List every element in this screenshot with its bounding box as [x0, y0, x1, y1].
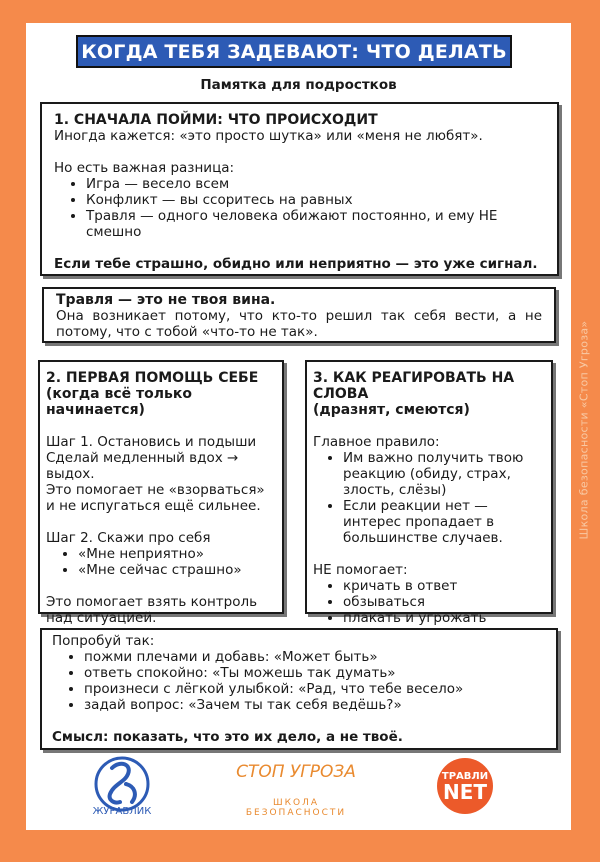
title-banner — [76, 35, 512, 68]
section-react-words — [305, 360, 553, 626]
not-your-fault-note — [42, 287, 556, 343]
stop-logo-text: СТОП УГРОЗА — [236, 762, 356, 782]
net-logo — [437, 758, 493, 814]
list-item: • «Мне неприятно» — [78, 546, 276, 562]
section-react-subheading: (дразнят, смеются) — [313, 402, 470, 418]
crane-logo-text: ЖУРАВЛИК — [92, 806, 152, 817]
meaning-text: Смысл: показать, что это их дело, а не твоё. — [52, 729, 403, 745]
note-heading: Травля — это не твоя вина. — [56, 292, 276, 308]
section-try-this — [40, 628, 558, 750]
list-item: • кричать в ответ — [343, 578, 545, 594]
section-first-aid-subheading: (когда всё только начинается) — [46, 386, 192, 418]
section-understand-heading: 1. СНАЧАЛА ПОЙМИ: ЧТО ПРОИСХОДИТ — [54, 112, 378, 128]
side-caption — [573, 30, 595, 830]
page-subtitle: Памятка для подростков — [200, 77, 397, 93]
step2-title: Шаг 2. Скажи про себя — [46, 530, 211, 546]
list-item: • «Мне сейчас страшно» — [78, 562, 276, 578]
step1-detail: Сделай медленный вдох → выдох. — [46, 450, 239, 482]
step1-title: Шаг 1. Остановись и подыши — [46, 434, 257, 450]
list-item: • обзываться — [343, 594, 545, 610]
side-caption-text: Школа безопасности «Стоп Угроза» — [577, 320, 591, 540]
section-react-heading: 3. КАК РЕАГИРОВАТЬ НА СЛОВА — [313, 370, 515, 402]
list-item: • Если реакции нет — интерес пропадает в большинстве случаев. — [343, 498, 545, 546]
signal-text: Если тебе страшно, обидно или неприятно — это уже сигнал. — [54, 256, 538, 272]
list-item: • произнеси с лёгкой улыбкой: «Рад, что тебе весело» — [84, 681, 546, 697]
list-item: • Им важно получить твою реакцию (обиду, страх, злость, слёзы) — [343, 450, 545, 498]
rules-list — [313, 450, 545, 546]
first-aid-conclusion: Это помогает взять контроль над ситуацией. — [46, 594, 258, 626]
page-title: КОГДА ТЕБЯ ЗАДЕВАЮТ: ЧТО ДЕЛАТЬ — [81, 40, 507, 63]
list-item: • задай вопрос: «Зачем ты так себя ведёшь?» — [84, 697, 546, 713]
section-understand-intro: Иногда кажется: «это просто шутка» или «меня не любят». — [54, 128, 483, 144]
list-item: • Игра — весело всем — [86, 176, 545, 192]
section-understand — [40, 102, 559, 276]
try-this-list — [52, 649, 546, 713]
stop-logo-subtext: ШКОЛА БЕЗОПАСНОСТИ — [245, 798, 347, 818]
main-rule-label: Главное правило: — [313, 434, 440, 450]
list-item: • ответь спокойно: «Ты можешь так думать» — [84, 665, 546, 681]
difference-list — [54, 176, 545, 240]
section-understand-lead: Но есть важная разница: — [54, 160, 235, 176]
list-item: • пожми плечами и добавь: «Может быть» — [84, 649, 546, 665]
net-logo-top: ТРАВЛИ — [441, 770, 489, 782]
list-item: • плакать и угрожать — [343, 610, 545, 626]
section-first-aid-heading: 2. ПЕРВАЯ ПОМОЩЬ СЕБЕ — [46, 370, 259, 386]
section-first-aid — [38, 360, 284, 626]
not-help-list — [313, 578, 545, 626]
step1-effect: Это помогает не «взорваться» и не испугаться ещё сильнее. — [46, 482, 265, 514]
phrases-list — [46, 546, 276, 578]
net-logo-main: NET — [442, 779, 488, 804]
not-help-label: НЕ помогает: — [313, 562, 408, 578]
list-item: • Травля — одного человека обижают постоянно, и ему НЕ смешно — [86, 208, 545, 240]
try-this-lead: Попробуй так: — [52, 633, 155, 649]
list-item: • Конфликт — вы ссоритесь на равных — [86, 192, 545, 208]
note-text: Она возникает потому, что кто-то решил так себя вести, а не потому, что с тобой «что-то не так». — [56, 308, 542, 340]
